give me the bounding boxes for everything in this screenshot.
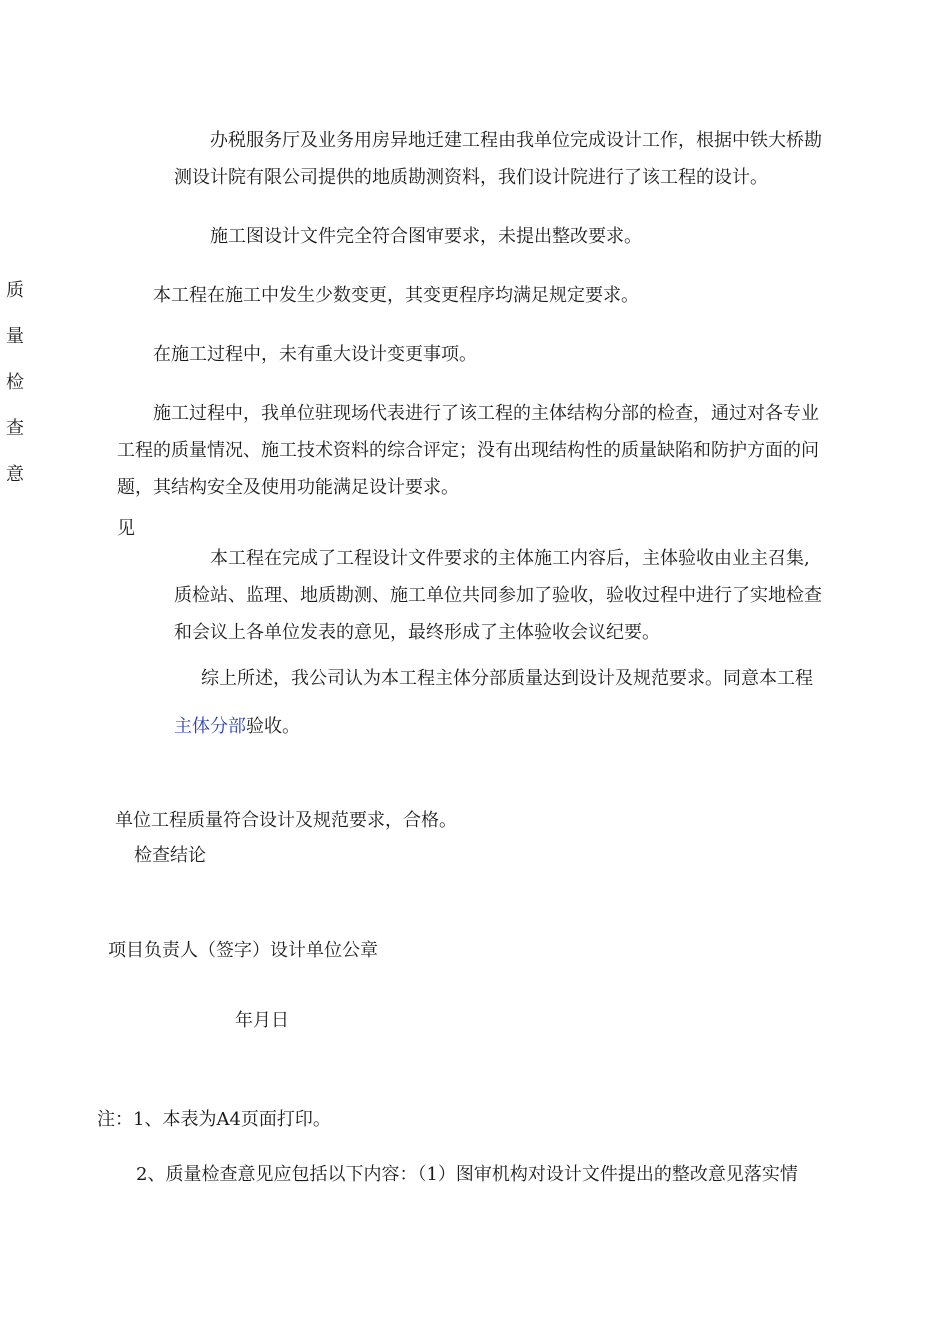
paragraph-6-line-3: 和会议上各单位发表的意见，最终形成了主体验收会议纪要。 (174, 622, 660, 643)
paragraph-1-line-2: 测设计院有限公司提供的地质勘测资料，我们设计院进行了该工程的设计。 (174, 167, 768, 188)
side-label-end-char: 见 (117, 518, 135, 539)
paragraph-2: 施工图设计文件完全符合图审要求，未提出整改要求。 (210, 226, 642, 247)
signature-date: 年月日 (235, 1010, 289, 1031)
paragraph-7-tail: 验收。 (246, 716, 300, 737)
paragraph-5-line-3: 题，其结构安全及使用功能满足设计要求。 (117, 477, 459, 498)
paragraph-3: 本工程在施工中发生少数变更，其变更程序均满足规定要求。 (153, 285, 639, 306)
paragraph-7-line-1: 综上所述，我公司认为本工程主体分部质量达到设计及规范要求。同意本工程 (201, 668, 813, 689)
side-label-char: 查 (6, 418, 24, 439)
side-label-char: 检 (6, 372, 24, 393)
side-label-char: 质 (6, 280, 24, 301)
paragraph-1-line-1: 办税服务厅及业务用房异地迁建工程由我单位完成设计工作，根据中铁大桥勘 (210, 130, 822, 151)
paragraph-5-line-2: 工程的质量情况、施工技术资料的综合评定；没有出现结构性的质量缺陷和防护方面的问 (117, 440, 819, 461)
signature-line: 项目负责人（签字）设计单位公章 (108, 940, 378, 961)
paragraph-6-line-1: 本工程在完成了工程设计文件要求的主体施工内容后，主体验收由业主召集, (210, 548, 810, 569)
note-2: 2、质量检查意见应包括以下内容：（1）图审机构对设计文件提出的整改意见落实情 (136, 1164, 798, 1185)
paragraph-4: 在施工过程中，未有重大设计变更事项。 (153, 344, 477, 365)
paragraph-7-line-2 (174, 718, 300, 736)
side-label-char: 意 (6, 464, 24, 485)
subdivision-link[interactable]: 主体分部 (174, 716, 246, 737)
conclusion-label: 检查结论 (134, 845, 206, 866)
paragraph-5-line-1: 施工过程中，我单位驻现场代表进行了该工程的主体结构分部的检查，通过对各专业 (153, 403, 819, 424)
paragraph-6-line-2: 质检站、监理、地质勘测、施工单位共同参加了验收，验收过程中进行了实地检查 (174, 585, 822, 606)
note-1: 注：1、本表为A4页面打印。 (97, 1109, 331, 1130)
side-label-char: 量 (6, 326, 24, 347)
conclusion-text: 单位工程质量符合设计及规范要求，合格。 (115, 810, 457, 831)
